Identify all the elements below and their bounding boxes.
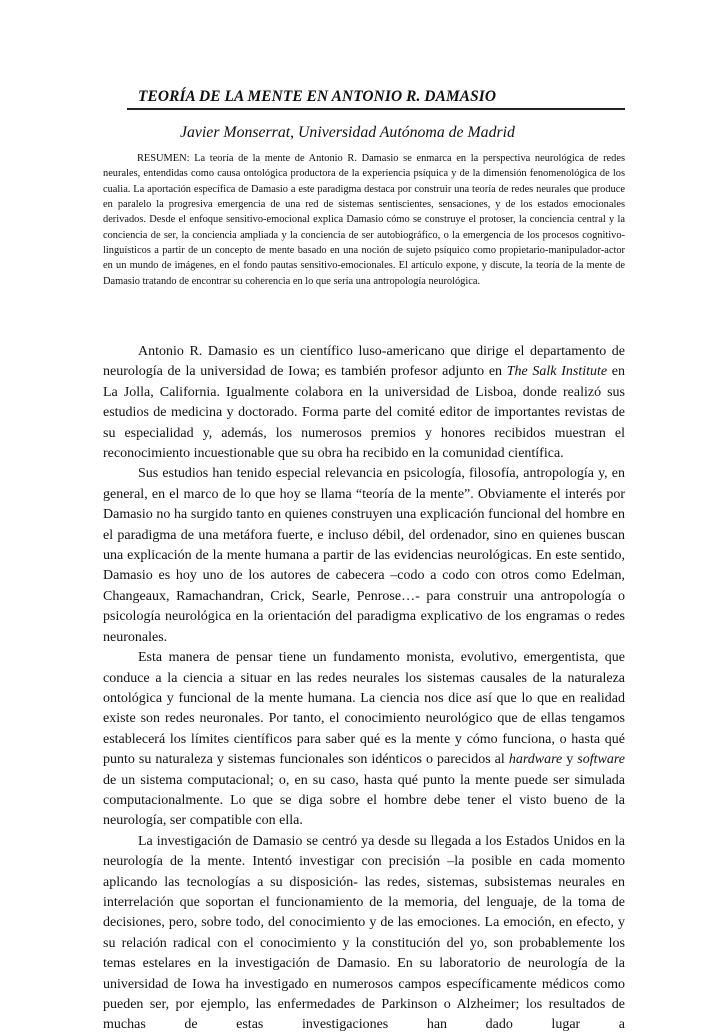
body-text (103, 342, 625, 1036)
author-line: Javier Monserrat, Universidad Autónoma de Madrid (180, 124, 515, 141)
paragraph-1-text-c: en La Jolla, California. Igualmente colabora en la universidad de Lisboa, donde realizó sus estudios de medicina y doctorado. Forma parte del comité editor de importantes revistas de su especialidad y, además, los numerosos premios y honores recibidos muestran el reconocimiento incuestionable que su obra ha recibido en la comunidad científica. (103, 364, 625, 462)
abstract: RESUMEN: La teoría de la mente de Antonio R. Damasio se enmarca en la perspectiva neurológica de redes neurales, entendidas como causa ontológica productora de la experiencia psíquica y de la dimensión fenomenológica de los cualia. La aportación específica de Damasio a este paradigma destaca por construir una teoría de redes neurales que produce en paralelo la progresiva emergencia de una red de sistemas sentiscientes, sensaciones, y de los estados emocionales derivados. Desde el enfoque sensitivo-emocional explica Damasio cómo se construye el protoser, la conciencia central y la conciencia de ser, la conciencia ampliada y la conciencia de ser autobiográfico, o la emergencia de los procesos cognitivo-linguísticos a partir de un concepto de mente basado en una noción de sujeto psíquico como propietario-manipulador-actor en un mundo de imágenes, en el fondo pautas sensitivo-emocionales. El artículo expone, y discute, la teoría de la mente de Damasio tratando de encontrar su coherencia en lo que sería una antropología neurológica. (103, 153, 625, 287)
paragraph-3-text-a: Esta manera de pensar tiene un fundamento monista, evolutivo, emergentista, que conduce a la ciencia a situar en las redes neurales los sistemas causales de la naturaleza ontológica y funcional de la mente humana. La ciencia nos dice así que lo que en realidad existe son redes neuronales. Por tanto, el conocimiento neurológico que de ellas tengamos establecerá los límites científicos para saber qué es la mente y cómo funciona, o hasta qué punto su naturaleza y sistemas funcionales son idénticos o parecidos al (103, 650, 625, 768)
paragraph-1-text-a: Antonio R. Damasio es un científico luso-americano que dirige el departamento de neurología de la universidad de Iowa; es también profesor adjunto en (103, 344, 625, 380)
paragraph-1 (103, 342, 625, 464)
paragraph-3 (103, 648, 625, 832)
paper-title: TEORÍA DE LA MENTE EN ANTONIO R. DAMASIO (138, 88, 497, 105)
salk-institute-emphasis: The Salk Institute (506, 364, 608, 380)
paragraph-4: La investigación de Damasio se centró ya desde su llegada a los Estados Unidos en la neurología de la mente. Intentó investigar con precisión –la posible en cada momento aplicando las tecnologías a su disposición- las redes, sistemas, subsistemas neurales en interrelación que soportan el funcionamiento de la memoria, del lenguaje, de la toma de decisiones, pero, sobre todo, del conocimiento y de las emociones. La emoción, en efecto, y su relación radical con el conocimiento y la constitución del yo, son probablemente los temas estelares en la investigación de Damasio. En su laboratorio de neurología de la universidad de Iowa ha investigado en numerosos campos específicamente médicos como pueden ser, por ejemplo, las enfermedades de Parkinson o Alzheimer; los resultados de muchas de estas investigaciones han dado lugar a (103, 833, 625, 1033)
paragraph-2: Sus estudios han tenido especial relevancia en psicología, filosofía, antropología y, en general, en el marco de lo que hoy se llama “teoría de la mente”. Obviamente el interés por Damasio no ha surgido tanto en quienes construyen una explicación funcional del hombre en el paradigma de una metáfora fuerte, e incluso débil, del ordenador, sino en quienes buscan una explicación de la mente humana a partir de las evidencias neurológicas. En este sentido, Damasio es hoy uno de los autores de cabecera –codo a codo con otros como Edelman, Changeaux, Ramachandran, Crick, Searle, Penrose…- para construir una antropología o psicología neurológica en la orientación del paradigma explicativo de los engramas o redes neuronales. (103, 466, 625, 645)
hardware-emphasis: hardware (508, 752, 563, 768)
title-rule (127, 108, 625, 110)
paragraph-3-text-c: y (562, 752, 578, 768)
software-emphasis: software (577, 752, 625, 768)
paragraph-3-text-e: de un sistema computacional; o, en su caso, hasta qué punto la mente puede ser simulada computacionalmente. Lo que se diga sobre el hombre debe tener el visto bueno de la neurología, ser compatible con ella. (103, 772, 625, 829)
